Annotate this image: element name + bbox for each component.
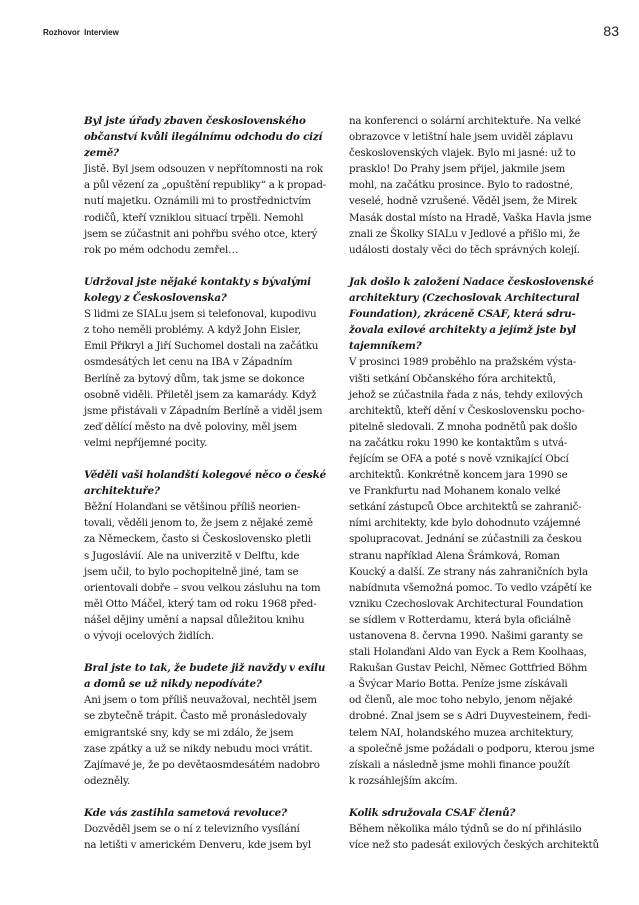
interview-answer [84, 692, 336, 789]
interview-answer [349, 354, 601, 789]
interview-question [84, 660, 336, 692]
text-line: se sídlem v Rotterdamu, která byla oficiálně [349, 613, 571, 626]
text-line: na začátku roku 1990 ke kontaktům s utvá- [349, 436, 568, 449]
text-line: Masák dostal místo na Hradě, Vaška Havla jsme [349, 211, 592, 224]
text-line: kolegy z Československa? [84, 292, 227, 305]
text-line: architektů. Konkrétně koncem jara 1990 se [349, 469, 568, 482]
interview-answer [349, 821, 601, 853]
text-line: Berlíně za bytový dům, tak jsme se dokonce [84, 372, 305, 385]
text-line: jsme přistávali v Západním Berlíně a viděl jsem [84, 404, 323, 417]
text-line: architektury (Czechoslovak Architectural [349, 292, 580, 305]
text-line: Jak došlo k založení Nadace československé [349, 275, 594, 288]
text-line: žovala exilové architekty a jejímž jste byl [349, 324, 576, 337]
text-line: vzniku Czechoslovak Architectural Foundation [349, 597, 584, 610]
text-line: nutí majetku. Oznámili mi to prostřednictvím [84, 195, 311, 208]
text-line: Běžní Holanďani se většinou příliš neorien- [84, 501, 301, 514]
text-line: Rakušan Gustav Peichl, Němec Gottfried Böhm [349, 662, 588, 675]
paragraph-gap [84, 451, 336, 467]
text-line: za Německem, často si Československo pletli [84, 533, 311, 546]
text-line: země? [84, 147, 119, 160]
running-header: Rozhovor Interview [43, 28, 119, 37]
text-line: tovali, věděli jenom to, že jsem z nějaké země [84, 517, 313, 530]
text-line: ustanovena 8. června 1990. Našimi garanty se [349, 630, 583, 642]
text-line: a Švýcar Mario Botta. Peníze jsme získávali [349, 678, 568, 691]
text-line: ve Frankfurtu nad Mohanem konalo velké [349, 485, 561, 498]
text-line: architektuře? [84, 485, 160, 498]
text-line: Ani jsem o tom příliš neuvažoval, nechtěl jsem [84, 694, 317, 707]
text-line: od členů, ale moc toho nebylo, jenom nějaké [349, 694, 573, 707]
interview-question [349, 274, 601, 354]
text-line: osobně viděli. Přiletěl jsem za kamarády. Když [84, 388, 317, 401]
text-line: na letišti v americkém Denveru, kde jsem byl [84, 839, 311, 852]
text-line: jsem se zúčastnit ani pohřbu svého otce, který [84, 227, 318, 240]
text-line: Dozvěděl jsem se o ní z televizního vysílání [84, 823, 300, 836]
text-line: velmi nepříjemné pocity. [84, 436, 208, 449]
interview-question [84, 805, 336, 821]
text-line: emigrantské sny, kdy se mi zdálo, že jsem [84, 726, 294, 739]
text-line: získali a následně jsme mohli finance použít [349, 758, 570, 771]
text-line: Foundation), zkráceně CSAF, která sdru- [349, 308, 576, 321]
text-line: obrazovce v letištní hale jsem uviděl záplavu [349, 131, 574, 144]
text-line: S lidmi ze SIALu jsem si telefonoval, kupodivu [84, 308, 317, 321]
text-line: V prosinci 1989 proběhlo na pražském výsta- [349, 356, 577, 369]
interview-question [349, 805, 601, 821]
text-line: Kde vás zastihla sametová revoluce? [84, 807, 287, 820]
page-number: 83 [603, 23, 619, 39]
text-line: tajemníkem? [349, 340, 422, 353]
text-line: Koucký a další. Ze strany nás zahraničních byla [349, 565, 588, 578]
text-line: stali Holanďani Aldo van Eyck a Rem Koolhaas, [349, 646, 587, 659]
text-line: a domů se už nikdy nepodíváte? [84, 678, 262, 691]
text-line: Kolik sdružovala CSAF členů? [349, 807, 516, 820]
text-line: občanství kvůli ilegálnímu odchodu do cizí [84, 131, 323, 144]
text-line: Zajímavé je, že po devětaosmdesátém nadobro [84, 758, 320, 771]
text-line: drobné. Znal jsem se s Adri Duyvesteinem, ředi- [349, 710, 591, 723]
text-line: prasklo! Do Prahy jsem přijel, jakmile jsem [349, 163, 566, 176]
interview-answer [84, 821, 336, 853]
text-line: odezněly. [84, 774, 131, 787]
text-line: orientovali dobře – svou velkou zásluhu na tom [84, 581, 321, 594]
text-line: zeď dělící město na dvě poloviny, měl jsem [84, 420, 297, 433]
text-line: Bral jste to tak, že budete již navždy v exilu [84, 662, 326, 675]
text-line: stranu například Alena Šrámková, Roman [349, 549, 560, 562]
interview-question [84, 274, 336, 306]
interview-answer [349, 113, 601, 258]
text-line: veselé, hodně vzrušené. Věděl jsem, že Mirek [349, 195, 577, 208]
text-line: a půl vězení za „opuštění republiky“ a k propad- [84, 179, 326, 192]
text-line: jsem učil, to bylo pochopitelně jiné, tam se [84, 565, 299, 578]
paragraph-gap [349, 258, 601, 274]
paragraph-gap [349, 789, 601, 805]
text-line: řejícím se OFA a poté s nově vznikající Obcí [349, 452, 569, 465]
text-line: Jistě. Byl jsem odsouzen v nepřítomnosti na rok [84, 163, 323, 176]
text-line: setkání zástupců Obce architektů se zahranič- [349, 501, 582, 514]
text-line: rodičů, kteří vzniklou situací trpěli. Nemohl [84, 211, 304, 224]
text-line: znali ze Školky SIALu v Jedlové a přišlo mi, že [349, 227, 580, 240]
text-line: na konferenci o solární architektuře. Na velké [349, 115, 581, 127]
interview-answer [84, 161, 336, 258]
text-line: zase zpátky a už se nikdy nebudu moci vrátit. [84, 742, 313, 755]
text-line: Věděli vaši holandští kolegové něco o české [84, 469, 326, 482]
interview-answer [84, 499, 336, 644]
text-line: Emil Přikryl a Jiří Suchomel dostali na začátku [84, 340, 319, 353]
text-line: rok po mém odchodu zemřel… [84, 243, 239, 256]
text-line: se zbytečně trápit. Často mě pronásledovaly [84, 710, 307, 723]
interview-question [84, 467, 336, 499]
interview-answer [84, 306, 336, 451]
text-line: jehož se zúčastnila řada z nás, tehdy exilových [349, 388, 583, 401]
text-line: události dostaly věci do těch správných kolejí. [349, 243, 580, 256]
text-line: Udržoval jste nějaké kontakty s bývalými [84, 275, 311, 288]
text-line: višti setkání Občanského fóra architektů, [349, 372, 556, 385]
text-line: více než sto padesát exilových českých architektů [349, 839, 599, 852]
text-line: telem NAI, holandského muzea architektury, [349, 726, 574, 739]
left-column [84, 113, 336, 853]
right-column [349, 113, 601, 853]
text-line: k rozsáhlejším akcím. [349, 774, 458, 787]
text-line: ními architekty, kde bylo dohodnuto vzájemné [349, 517, 581, 530]
interview-question [84, 113, 336, 161]
text-line: nášel dějiny umění a napsal důležitou knihu [84, 613, 305, 626]
text-line: osmdesátých let cenu na IBA v Západním [84, 356, 293, 369]
text-line: Během několika málo týdnů se do ní přihlásilo [349, 823, 582, 836]
text-line: mohl, na začátku prosince. Bylo to radostné, [349, 179, 573, 192]
text-line: s Jugoslávií. Ale na univerzitě v Delftu, kde [84, 549, 300, 562]
text-line: a společně jsme požádali o podporu, kterou jsme [349, 742, 595, 755]
text-line: nabídnuta všemožná pomoc. To vedlo vzápětí ke [349, 581, 592, 594]
text-line: architektů, kteří dění v Československu pocho- [349, 404, 585, 417]
text-line: o vývoji ocelových židlích. [84, 630, 214, 642]
text-line: měl Otto Máčel, který tam od roku 1968 před- [84, 597, 317, 610]
text-line: Byl jste úřady zbaven československého [84, 115, 306, 127]
paragraph-gap [84, 644, 336, 660]
text-line: československých vlajek. Bylo mi jasné: už to [349, 147, 576, 160]
text-line: pitelně sledovali. Z mnoha podnětů pak došlo [349, 420, 578, 433]
text-line: z toho neměli problémy. A když John Eisler, [84, 324, 301, 337]
paragraph-gap [84, 258, 336, 274]
text-line: spolupracovat. Jednání se zúčastnili za českou [349, 533, 582, 546]
paragraph-gap [84, 789, 336, 805]
